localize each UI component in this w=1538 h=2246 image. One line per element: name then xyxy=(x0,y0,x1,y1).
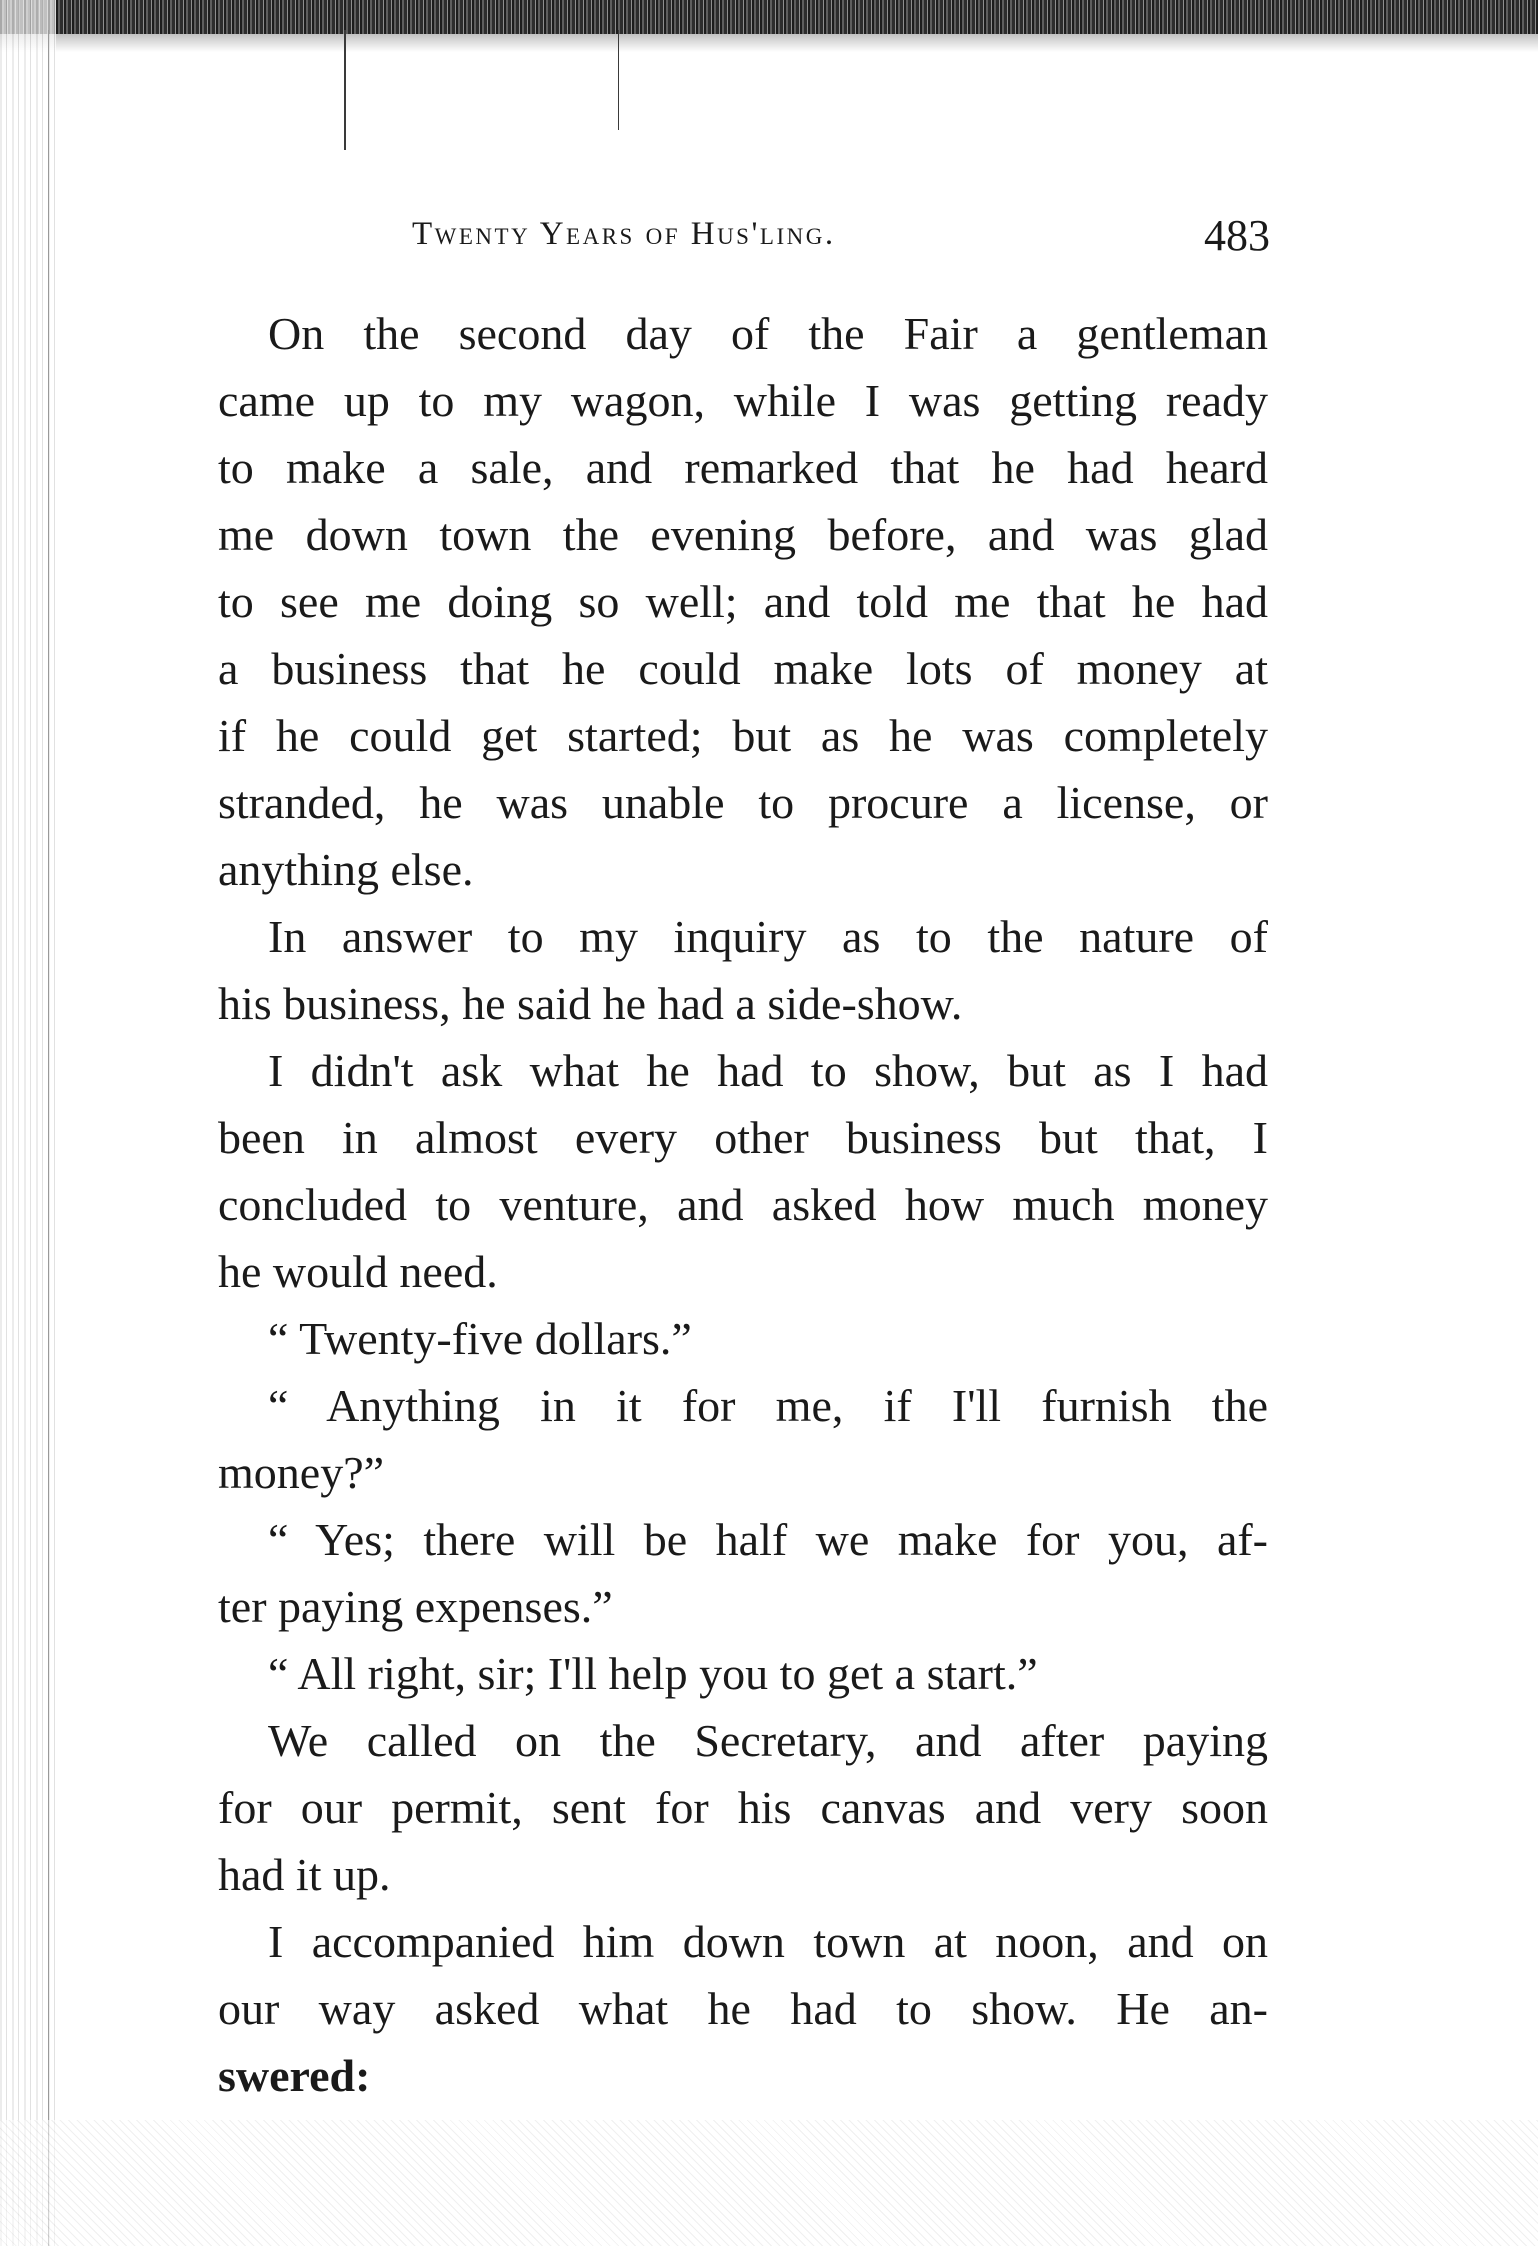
text-line: We called on the Secretary, and after paying xyxy=(268,1715,1268,1766)
page-number: 483 xyxy=(1204,211,1270,260)
text-line: to see me doing so well; and told me that he had xyxy=(218,576,1268,627)
text-line: a business that he could make lots of money at xyxy=(218,643,1268,694)
text-line: “ Yes; there will be half we make for you, af- xyxy=(268,1514,1268,1565)
body-text xyxy=(218,300,1268,2109)
scan-top-edge xyxy=(0,0,1538,34)
running-head xyxy=(200,212,1290,272)
text-line: “ Twenty-five dollars.” xyxy=(268,1313,692,1364)
text-line: for our permit, sent for his canvas and very soon xyxy=(218,1782,1268,1833)
text-line: been in almost every other business but that, I xyxy=(218,1112,1268,1163)
scan-streak xyxy=(618,30,619,130)
text-line: “ Anything in it for me, if I'll furnish the xyxy=(268,1380,1268,1431)
text-line: “ All right, sir; I'll help you to get a start.” xyxy=(268,1648,1038,1699)
text-line: In answer to my inquiry as to the nature of xyxy=(268,911,1268,962)
text-line: if he could get started; but as he was completely xyxy=(218,710,1268,761)
scan-streak xyxy=(48,30,49,2246)
text-line: his business, he said he had a side-show. xyxy=(218,978,963,1029)
text-line: me down town the evening before, and was glad xyxy=(218,509,1268,560)
text-line: anything else. xyxy=(218,844,474,895)
text-line: I accompanied him down town at noon, and on xyxy=(268,1916,1268,1967)
scan-streak xyxy=(344,30,346,150)
text-line: On the second day of the Fair a gentleman xyxy=(268,308,1268,359)
running-title: Twenty Years of Hus'ling. xyxy=(412,216,836,252)
text-line: he would need. xyxy=(218,1246,498,1297)
text-line: ter paying expenses.” xyxy=(218,1581,613,1632)
scan-bottom-noise xyxy=(0,2120,1538,2246)
text-line: money?” xyxy=(218,1447,385,1498)
text-line: had it up. xyxy=(218,1849,391,1900)
text-line: concluded to venture, and asked how much money xyxy=(218,1179,1268,1230)
text-line: I didn't ask what he had to show, but as I had xyxy=(268,1045,1268,1096)
text-line: our way asked what he had to show. He an- xyxy=(218,1983,1268,2034)
text-line: swered: xyxy=(218,2050,371,2101)
text-line: came up to my wagon, while I was getting ready xyxy=(218,375,1268,426)
scan-top-shadow xyxy=(0,34,1538,52)
text-line: stranded, he was unable to procure a license, or xyxy=(218,777,1268,828)
text-line: to make a sale, and remarked that he had heard xyxy=(218,442,1268,493)
